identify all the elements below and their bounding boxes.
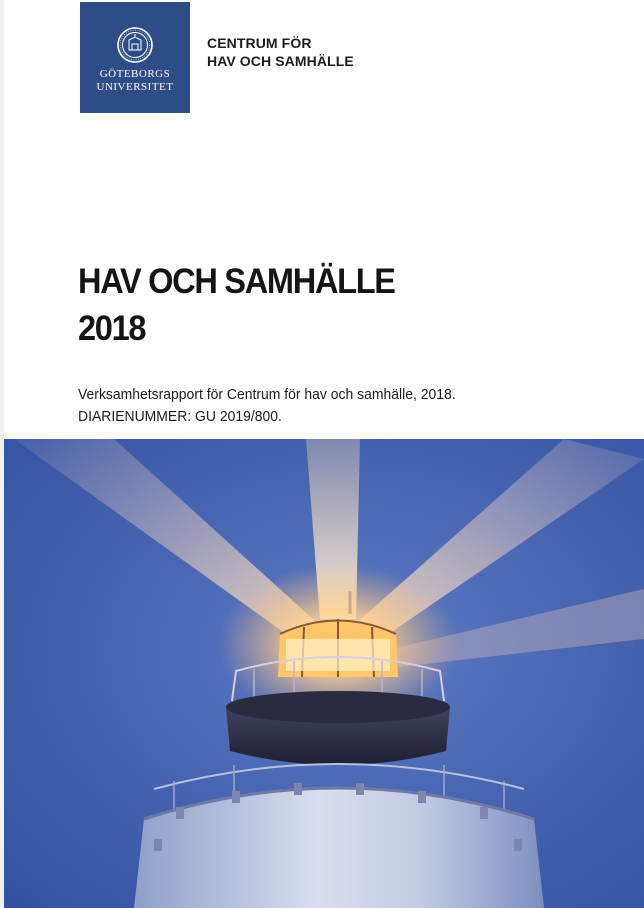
report-subtitle (78, 384, 456, 428)
report-title (78, 258, 395, 352)
report-description: Verksamhetsrapport för Centrum för hav och samhälle, 2018. (78, 386, 456, 403)
lighthouse-illustration (4, 439, 644, 908)
centre-name-line-2: HAV OCH SAMHÄLLE (207, 53, 354, 69)
university-seal-icon (116, 26, 154, 64)
centre-name (207, 34, 354, 70)
lighthouse-photo (4, 439, 644, 908)
university-logo (80, 2, 190, 113)
registration-number: DIARIENUMMER: GU 2019/800. (78, 408, 282, 425)
logo-line-2: UNIVERSITET (96, 81, 174, 93)
report-title-line-1: HAV OCH SAMHÄLLE (78, 262, 395, 301)
report-title-line-2: 2018 (78, 309, 146, 348)
university-logo-text (80, 68, 190, 94)
logo-line-1: GÖTEBORGS (99, 68, 171, 80)
centre-name-line-1: CENTRUM FÖR (207, 35, 312, 51)
